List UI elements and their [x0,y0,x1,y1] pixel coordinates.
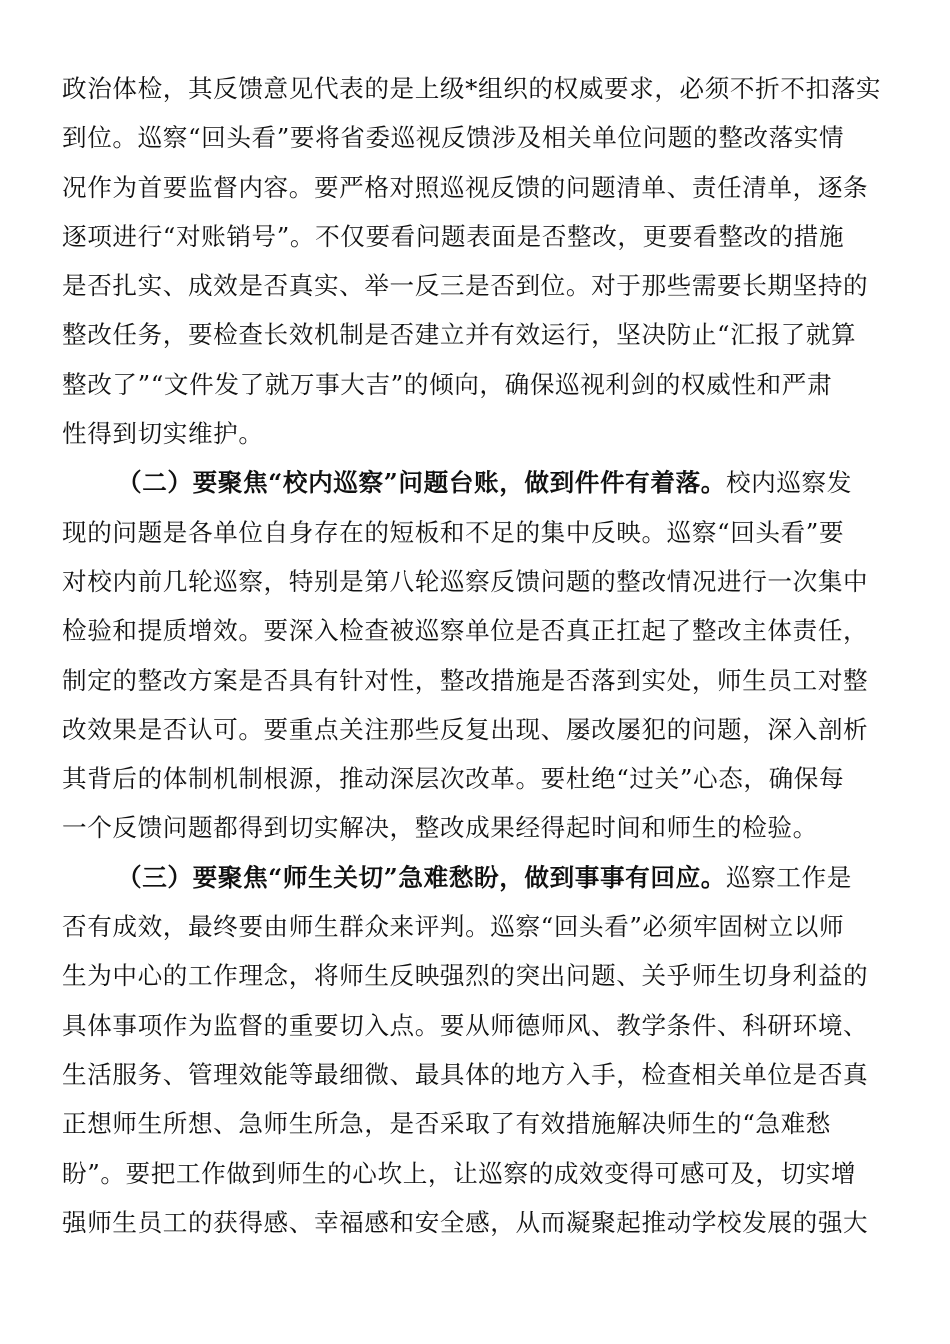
text-line: 现的问题是各单位自身存在的短板和不足的集中反映。巡察“回头看”要 [62,517,845,547]
text-line [62,458,882,507]
text-line: 整改了”“文件发了就万事大吉”的倾向，确保巡视利剑的权威性和严肃 [62,369,833,399]
text-line: 强师生员工的获得感、幸福感和安全感，从而凝聚起推动学校发展的强大 [62,1207,869,1237]
text-line: 性得到切实维护。 [62,419,264,449]
text-line: 整改任务，要检查长效机制是否建立并有效运行，坚决防止“汇报了就算 [62,320,857,350]
document-body [62,64,882,1247]
text-line: 生为中心的工作理念，将师生反映强烈的突出问题、关乎师生切身利益的 [62,961,869,991]
paragraph-inspection-feedback [62,64,882,458]
section-heading: （二）要聚焦“校内巡察”问题台账，做到件件有着落。 [117,468,726,498]
text-line: 否有成效，最终要由师生群众来评判。巡察“回头看”必须牢固树立以师 [62,912,845,942]
text-line: 况作为首要监督内容。要严格对照巡视反馈的问题清单、责任清单，逐条 [62,172,869,202]
paragraph-campus-inspection [62,458,882,852]
paragraph-teacher-student-concerns [62,853,882,1247]
text-line: 是否扎实、成效是否真实、举一反三是否到位。对于那些需要长期坚持的 [62,271,869,301]
text-line: 逐项进行“对账销号”。不仅要看问题表面是否整改，更要看整改的措施 [62,221,845,251]
text-line: 一个反馈问题都得到切实解决，整改成果经得起时间和师生的检验。 [62,813,818,843]
text-line [62,853,882,902]
text-line: 到位。巡察“回头看”要将省委巡视反馈涉及相关单位问题的整改落实情 [62,123,845,153]
text-run: 巡察工作是 [725,862,852,892]
text-line: 正想师生所想、急师生所急，是否采取了有效措施解决师生的“急难愁 [62,1109,831,1139]
section-heading: （三）要聚焦“师生关切”急难愁盼，做到事事有回应。 [117,862,726,892]
text-line: 盼”。要把工作做到师生的心坎上，让巡察的成效变得可感可及，切实增 [62,1158,857,1188]
text-line: 生活服务、管理效能等最细微、最具体的地方入手，检查相关单位是否真 [62,1059,869,1089]
text-line: 制定的整改方案是否具有针对性，整改措施是否落到实处，师生员工对整 [62,665,869,695]
text-line: 具体事项作为监督的重要切入点。要从师德师风、教学条件、科研环境、 [62,1010,869,1040]
text-line: 对校内前几轮巡察，特别是第八轮巡察反馈问题的整改情况进行一次集中 [62,566,869,596]
text-run: 校内巡察发 [725,468,852,498]
text-line: 政治体检，其反馈意见代表的是上级*组织的权威要求，必须不折不扣落实 [62,74,882,103]
text-line: 改效果是否认可。要重点关注那些反复出现、屡改屡犯的问题，深入剖析 [62,714,869,744]
text-line: 检验和提质增效。要深入检查被巡察单位是否真正扛起了整改主体责任， [62,616,869,646]
text-line: 其背后的体制机制根源，推动深层次改革。要杜绝“过关”心态，确保每 [62,764,845,794]
